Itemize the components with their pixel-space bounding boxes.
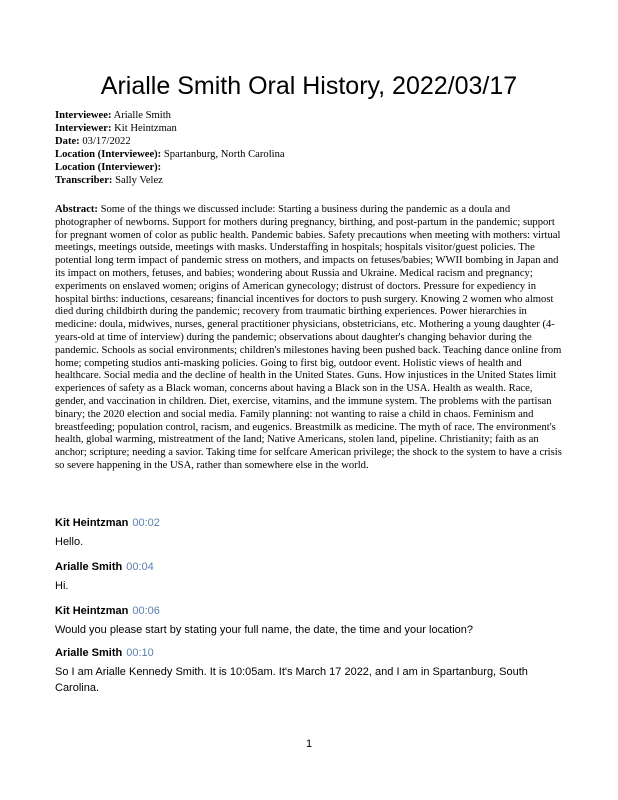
meta-value: Kit Heintzman: [114, 122, 177, 134]
speaker-name: Kit Heintzman: [55, 605, 129, 617]
speaker-line: [55, 516, 575, 530]
meta-transcriber: [55, 175, 575, 188]
abstract-label: Abstract:: [55, 204, 98, 215]
meta-date: [55, 136, 575, 149]
timestamp: 00:10: [126, 647, 154, 659]
meta-interviewee: [55, 110, 575, 123]
metadata-block: [55, 110, 575, 187]
meta-label: Interviewee:: [55, 110, 112, 121]
meta-value: 03/17/2022: [82, 135, 131, 147]
speaker-line: [55, 560, 575, 574]
timestamp: 00:02: [132, 517, 160, 529]
transcript-turn: [55, 560, 575, 594]
utterance-text: Hi.: [55, 580, 69, 592]
utterance-text: So I am Arialle Kennedy Smith. It is 10:05am. It's March 17 2022, and I am in Spartanburg, South Carolina.: [55, 666, 528, 694]
meta-value: Sally Velez: [115, 174, 163, 186]
timestamp: 00:04: [126, 561, 154, 573]
speaker-line: [55, 604, 575, 618]
transcript-turn: [55, 604, 575, 638]
abstract-text: Some of the things we discussed include: Starting a business during the pandemic as a doula and photographer of newborns. Support for mothers during pregnancy, birthing, and post-partum in the pandemic; support for pregnant women of color as public health. Pandemic babies. Safety precautions when meeting with mothers: virtual meetings, meetings outside, meetings with masks. Understaffing in hospitals; hospitals visitor/guest policies. The potential long term impact of pandemic stress on mothers, and impacts on fetuses/babies; WWII bombing in Japan and its impact on mothers, fetuses, and babies; wondering about Russia and Ukraine. Medical racism and pregnancy; experiments on enslaved women; origins of American gynecology; distrust of doctors. Pressure for expediency in hospital births: inductions, cesareans; financial incentives for doctors to push surgery. Knowing 2 women who almost died during childbirth during the pandemic; recovery from traumatic birthing experiences. Power hierarchies in medicine: doula, midwives, nurses, general practitioner physicians, obstetricians, etc. Mothering a young daughter (4-years-old at time of interview) during the pandemic; observations about daughter's changing behavior during the pandemic. Schools as social environments; children's milestones having been pushed back. Teaching dance online from home; competing studios anti-masking policies. Going to first big, outdoor event. Holistic views of health and healthcare. Social media and the decline of health in the United States. Guns. How injustices in the United States limit experiences of safety as a Black woman, concerns about having a Black son in the USA. Health as wealth. Race, gender, and vaccination in children. Diet, exercise, vitamins, and the immune system. The problems with the partisan binary; the 2020 election and social media. Family planning: not wanting to raise a child in chaos. Feminism and breastfeeding; population control, racism, and eugenics. Breastmilk as medicine. The myth of race. The environment's health, global warming, mistreatment of the land; Native Americans, stolen land, pipeline. Christianity; faith as an anchor; scripture; needing a savior. Taking time for selfcare American privilege; the shock to the system to have a crisis so severe happening in the USA, rather than somewhere else in the world.: [55, 204, 562, 471]
meta-label: Transcriber:: [55, 174, 113, 186]
meta-location-interviewee: [55, 149, 575, 162]
page-number: 1: [305, 738, 313, 750]
meta-interviewer: [55, 123, 575, 136]
timestamp: 00:06: [132, 605, 160, 617]
meta-value: Arialle Smith: [113, 110, 171, 121]
utterance-text: Hello.: [55, 536, 84, 548]
meta-value: Spartanburg, North Carolina: [163, 148, 285, 160]
speaker-name: Kit Heintzman: [55, 517, 129, 529]
meta-label: Interviewer:: [55, 122, 112, 134]
speaker-line: [55, 646, 575, 660]
abstract-paragraph: [55, 204, 565, 473]
speaker-name: Arialle Smith: [55, 647, 123, 659]
transcript-turn: [55, 516, 575, 550]
meta-label: Date:: [55, 135, 80, 147]
utterance-text: Would you please start by stating your full name, the date, the time and your location?: [55, 624, 474, 636]
transcript-turn: [55, 646, 575, 696]
meta-label: Location (Interviewee):: [55, 148, 162, 160]
meta-location-interviewer: [55, 162, 575, 175]
meta-label: Location (Interviewer):: [55, 161, 162, 173]
speaker-name: Arialle Smith: [55, 561, 123, 573]
document-title: Arialle Smith Oral History, 2022/03/17: [100, 72, 518, 100]
